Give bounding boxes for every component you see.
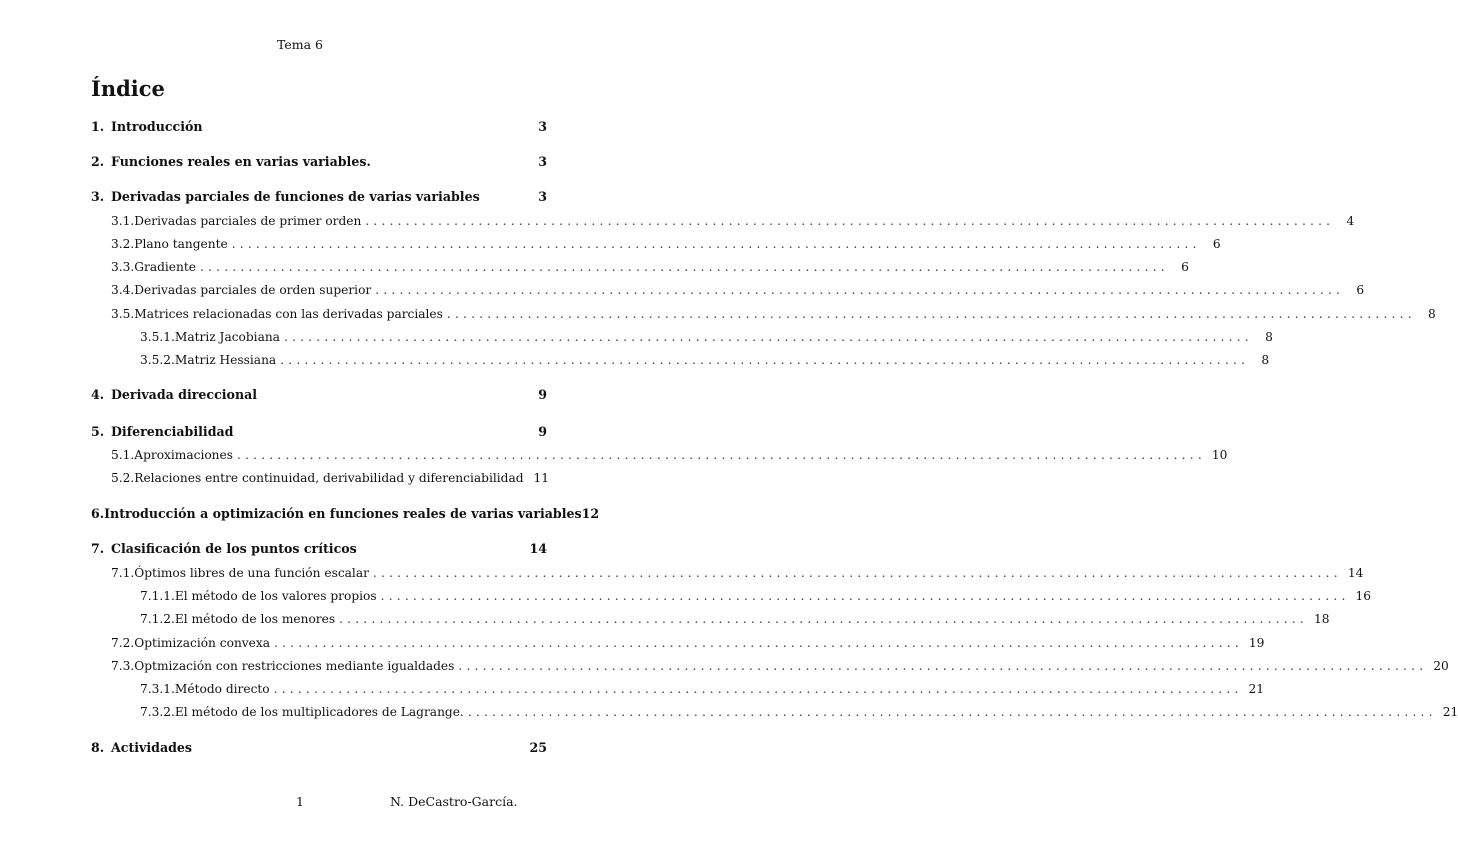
toc-entry-section[interactable]	[91, 446, 1228, 464]
toc-entry-page: 21	[1248, 682, 1265, 696]
toc-dot-leader: ........................................................................................................................	[199, 260, 1169, 274]
toc-entry-page: 19	[1248, 636, 1265, 650]
toc-dot-leader: ........................................................................................................................	[380, 589, 1350, 603]
toc-entry-title: Matriz Hessiana	[174, 353, 277, 367]
toc-entry-number: 3.5.1.	[140, 330, 175, 344]
toc-entry-chapter[interactable]	[91, 386, 547, 404]
toc-entry-number: 3.5.2.	[140, 353, 175, 367]
toc-entry-page: 11	[533, 471, 550, 485]
toc-dot-leader: ........................................................................................................................	[280, 353, 1250, 367]
toc-entry-page: 21	[1442, 705, 1458, 719]
toc-entry-page: 9	[538, 387, 547, 402]
toc-entry-title: Derivadas parciales de funciones de varias variables	[111, 189, 480, 204]
toc-entry-section[interactable]	[91, 564, 1364, 582]
toc-entry-page: 3	[538, 154, 547, 169]
toc-entry-page: 16	[1355, 589, 1372, 603]
toc-entry-page: 25	[529, 740, 547, 755]
toc-entry-chapter[interactable]	[91, 188, 547, 206]
toc-entry-page: 14	[529, 541, 547, 556]
toc-entry-chapter[interactable]	[91, 153, 547, 171]
toc-dot-leader: ........................................................................................................................	[274, 636, 1243, 650]
toc-entry-page: 18	[1313, 612, 1330, 626]
toc-dot-leader: ........................................................................................................................	[458, 659, 1428, 673]
toc-entry-number: 5.	[91, 424, 105, 439]
toc-entry-number: 3.5.	[111, 307, 135, 321]
toc-dot-leader: ........................................................................................................................	[283, 330, 1253, 344]
toc-entry-section[interactable]	[91, 281, 1365, 299]
toc-dot-leader: ........................................................................................................................	[273, 682, 1243, 696]
toc-entry-number: 7.	[91, 541, 105, 556]
toc-entry-title: El método de los multiplicadores de Lagrange.	[174, 705, 464, 719]
toc-entry-title: Clasificación de los puntos críticos	[111, 541, 357, 556]
toc-entry-chapter[interactable]	[91, 118, 547, 136]
toc-entry-title: Método directo	[174, 682, 270, 696]
toc-entry-number: 7.2.	[111, 636, 135, 650]
toc-entry-chapter[interactable]	[91, 423, 547, 441]
toc-entry-sub[interactable]	[91, 351, 1270, 369]
toc-entry-page: 14	[1347, 566, 1364, 580]
toc-entry-title: Funciones reales en varias variables.	[111, 154, 371, 169]
toc-entry-section[interactable]	[91, 258, 1189, 276]
toc-entry-title: Diferenciabilidad	[111, 424, 234, 439]
toc-entry-title: Óptimos libres de una función escalar	[134, 566, 369, 580]
toc-entry-number: 3.2.	[111, 237, 135, 251]
toc-entry-title: Matriz Jacobiana	[174, 330, 280, 344]
toc-entry-number: 3.1.	[111, 214, 135, 228]
toc-entry-page: 6	[1356, 283, 1365, 297]
toc-entry-number: 7.1.	[111, 566, 135, 580]
toc-entry-page: 8	[1261, 353, 1270, 367]
toc-entry-sub[interactable]	[91, 328, 1273, 346]
toc-entry-page: 3	[538, 119, 547, 134]
toc-entry-number: 5.1.	[111, 448, 135, 462]
toc-entry-chapter[interactable]	[91, 505, 600, 523]
toc-entry-number: 7.1.1.	[140, 589, 175, 603]
toc-entry-chapter[interactable]	[91, 540, 547, 558]
toc-entry-number: 4.	[91, 387, 105, 402]
toc-entry-sub[interactable]	[91, 703, 1458, 721]
toc-entry-chapter[interactable]	[91, 739, 547, 757]
toc-entry-page: 3	[538, 189, 547, 204]
toc-entry-number: 6.	[91, 506, 105, 521]
toc-entry-sub[interactable]	[91, 680, 1265, 698]
running-header: Tema 6	[277, 37, 323, 52]
toc-entry-title: Plano tangente	[134, 237, 228, 251]
toc-entry-number: 7.3.1.	[140, 682, 175, 696]
toc-entry-page: 4	[1346, 214, 1355, 228]
toc-dot-leader: ........................................................................................................................	[237, 448, 1206, 462]
footer-page-number: 1	[296, 794, 304, 809]
toc-entry-number: 5.2.	[111, 471, 135, 485]
footer-author: N. DeCastro-García.	[390, 794, 518, 809]
toc-entry-section[interactable]	[91, 634, 1265, 652]
toc-entry-sub[interactable]	[91, 587, 1372, 605]
toc-entry-title: El método de los valores propios	[174, 589, 377, 603]
toc-dot-leader: ........................................................................................................................	[375, 283, 1345, 297]
toc-dot-leader: ........................................................................................................................	[365, 214, 1335, 228]
toc-entry-section[interactable]	[91, 235, 1221, 253]
toc-entry-title: Optimización convexa	[134, 636, 271, 650]
toc-title: Índice	[91, 76, 165, 101]
toc-entry-sub[interactable]	[91, 610, 1330, 628]
toc-entry-number: 1.	[91, 119, 105, 134]
toc-dot-leader: ........................................................................................................................	[231, 237, 1201, 251]
toc-entry-title: Derivada direccional	[111, 387, 258, 402]
toc-entry-section[interactable]	[91, 305, 1436, 323]
toc-entry-number: 8.	[91, 740, 105, 755]
toc-entry-page: 8	[1428, 307, 1436, 321]
toc-dot-leader: ........................................................................................................................	[372, 566, 1342, 580]
toc-entry-title: Derivadas parciales de orden superior	[134, 283, 372, 297]
toc-entry-page: 8	[1265, 330, 1273, 344]
toc-dot-leader: ........................................................................................................................	[446, 307, 1416, 321]
toc-entry-page: 6	[1212, 237, 1221, 251]
toc-entry-page: 9	[538, 424, 547, 439]
toc-dot-leader: ........................................................................................................................	[339, 612, 1308, 626]
toc-entry-number: 3.3.	[111, 260, 135, 274]
toc-entry-title: Derivadas parciales de primer orden	[134, 214, 362, 228]
toc-entry-number: 3.4.	[111, 283, 135, 297]
toc-entry-page: 6	[1181, 260, 1189, 274]
toc-entry-number: 2.	[91, 154, 105, 169]
toc-entry-title: Matrices relacionadas con las derivadas parciales	[134, 307, 443, 321]
toc-entry-title: Aproximaciones	[134, 448, 234, 462]
toc-entry-number: 7.3.2.	[140, 705, 175, 719]
toc-entry-section[interactable]	[91, 469, 550, 487]
toc-entry-number: 7.1.2.	[140, 612, 175, 626]
toc-entry-title: Relaciones entre continuidad, derivabilidad y diferenciabilidad	[134, 471, 524, 485]
toc-entry-title: Introducción a optimización en funciones reales de varias variables	[104, 506, 582, 521]
toc-entry-number: 3.	[91, 189, 105, 204]
toc-entry-title: Actividades	[111, 740, 193, 755]
toc-entry-title: Optmización con restricciones mediante igualdades	[134, 659, 455, 673]
toc-dot-leader: ........................................................................................................................	[467, 705, 1437, 719]
toc-entry-title: El método de los menores	[174, 612, 336, 626]
toc-entry-section[interactable]	[91, 212, 1355, 230]
toc-entry-number: 7.3.	[111, 659, 135, 673]
toc-entry-page: 12	[581, 506, 600, 521]
toc-entry-page: 20	[1433, 659, 1449, 673]
toc-entry-title: Gradiente	[134, 260, 196, 274]
toc-entry-section[interactable]	[91, 657, 1449, 675]
toc-entry-page: 10	[1211, 448, 1228, 462]
toc-entry-title: Introducción	[111, 119, 203, 134]
